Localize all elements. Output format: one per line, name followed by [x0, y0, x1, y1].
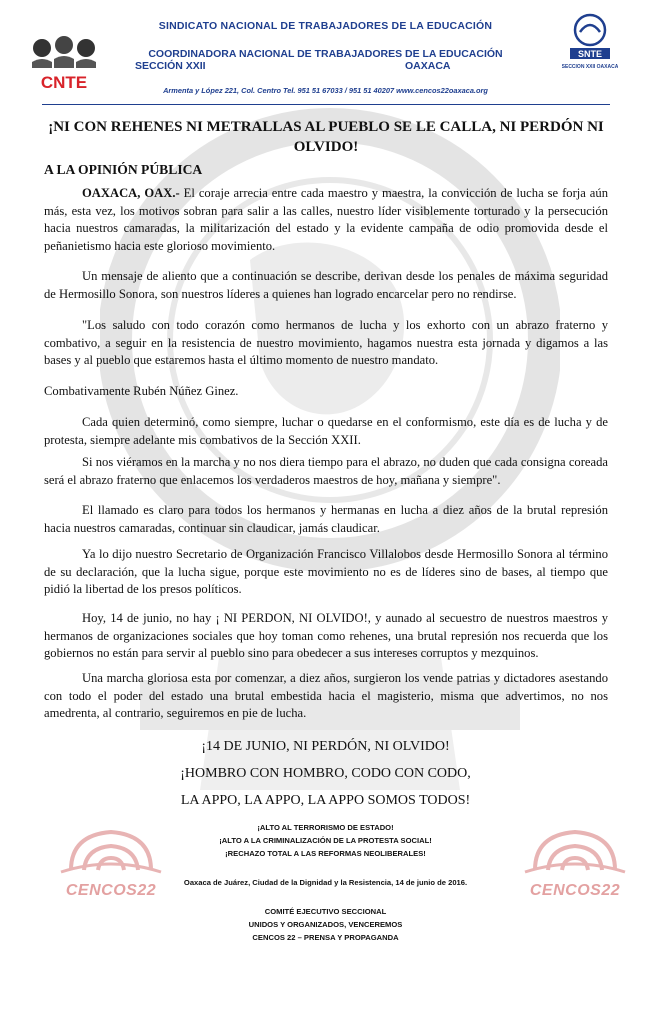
cencos-logo-text: CENCOS22 [529, 882, 621, 899]
snte-logo-subtext: SECCION XXII OAXACA [562, 64, 618, 70]
paragraph-1 [44, 185, 608, 255]
cnte-logo-text: CNTE [40, 73, 88, 92]
union-name: SINDICATO NACIONAL DE TRABAJADORES DE LA EDUCACIÓN [158, 20, 493, 32]
addressee: A LA OPINIÓN PÚBLICA [44, 162, 203, 177]
paragraph-8: Ya lo dijo nuestro Secretario de Organización Francisco Villalobos desde Hermosillo Sonora al término de su declaración, que la lucha sigue, porque este movimiento no es de líderes sino de bases, al tiempo que pidió la libertad de los presos políticos. [44, 547, 608, 596]
cencos-logo-right [520, 820, 630, 912]
paragraph-7: El llamado es claro para todos los hermanos y hermanas en lucha a diez años de la brutal represión hacia nuestros camaradas, continuar sin claudicar, jamás claudicar. [44, 503, 608, 535]
cencos-swirl-icon [520, 820, 630, 884]
cencos-logo-text: CENCOS22 [65, 882, 157, 899]
place-and-date: Oaxaca de Juárez, Ciudad de la Dignidad y la Resistencia, 14 de junio de 2016. [183, 878, 468, 887]
section-label: SECCIÓN XXII [135, 60, 206, 72]
demand-3: ¡RECHAZO TOTAL A LAS REFORMAS NEOLIBERALES! [225, 849, 426, 858]
cnte-logo-icon [28, 34, 100, 94]
demand-2: ¡ALTO A LA CRIMINALIZACIÓN DE LA PROTESTA SOCIAL! [219, 836, 432, 845]
header-divider [42, 104, 610, 105]
slogan-2: ¡HOMBRO CON HOMBRO, CODO CON CODO, [180, 766, 471, 781]
paragraph-2: Un mensaje de aliento que a continuación se describe, derivan desde los penales de máxima seguridad de Hermosillo Sonora, son nuestros líderes a quienes han logrado encarcelar pero no rendirse. [44, 269, 608, 301]
paragraph-6: Si nos viéramos en la marcha y no nos diera tiempo para el abrazo, no duden que cada consigna coreada será el abrazo fraterno que enlacemos los verdaderos maestros de hoy, mañana y siempre". [44, 455, 608, 487]
cencos-swirl-icon [56, 820, 166, 884]
paragraph-1-body: El coraje arrecia entre cada maestro y maestra, la convicción de lucha se forja aún más, esta vez, los motivos sobran para salir a las calles, nuestro líder visiblemente torturado y la persecución hacia nuestros camaradas, la militarización del estado y la evidente campaña de odio promovida desde el peñanietismo hacia este glorioso movimiento. [44, 186, 608, 253]
demand-1: ¡ALTO AL TERRORISMO DE ESTADO! [257, 823, 394, 832]
paragraph-1-lead: OAXACA, OAX.- [82, 186, 180, 200]
contact-line: Armenta y López 221, Col. Centro Tel. 951 51 67033 / 951 51 40207 www.cencos22oaxaca.org [163, 86, 488, 95]
paragraph-4: Combativamente Rubén Núñez Ginez. [44, 384, 239, 398]
signature-line-3: CENCOS 22 – PRENSA Y PROPAGANDA [252, 933, 399, 942]
letterhead [0, 0, 651, 112]
cencos-logo-left [56, 820, 166, 912]
signature-line-2: UNIDOS Y ORGANIZADOS, VENCEREMOS [248, 920, 403, 929]
slogan-3: LA APPO, LA APPO, LA APPO SOMOS TODOS! [180, 793, 471, 808]
slogan-1: ¡14 DE JUNIO, NI PERDÓN, NI OLVIDO! [201, 739, 450, 754]
snte-logo-icon [562, 12, 618, 74]
paragraph-3: "Los saludo con todo corazón como hermanos de lucha y los exhorto con un abrazo fraterno y combativo, a seguir en la resistencia de nuestro movimiento, hagamos nuestra esta jornada y digamos a las bases y al pueblo que estaremos hasta el último momento de nuestro mandato. [44, 318, 608, 367]
paragraph-5: Cada quien determinó, como siempre, luchar o quedarse en el conformismo, este día es de lucha y de protesta, siempre adelante mis combativos de la Sección XXII. [44, 415, 608, 447]
paragraph-9: Hoy, 14 de junio, no hay ¡ NI PERDON, NI OLVIDO!, y aunado al secuestro de nuestros maestros y hermanos de organizaciones sociales que hoy toman como rehenes, una brutal represión nos recuerda que los gobiernos no están para servir al pueblo sino para obedecer a sus intereses corruptos y mezquinos. [44, 611, 608, 660]
snte-logo-text: SNTE [577, 49, 603, 59]
document-title: ¡NI CON REHENES NI METRALLAS AL PUEBLO SE LE CALLA, NI PERDÓN NI OLVIDO! [48, 119, 604, 155]
signature-line-1: COMITÉ EJECUTIVO SECCIONAL [264, 907, 387, 916]
coordinator-name: COORDINADORA NACIONAL DE TRABAJADORES DE LA EDUCACIÓN [148, 48, 503, 60]
city-label: OAXACA [405, 60, 451, 72]
paragraph-10: Una marcha gloriosa esta por comenzar, a diez años, surgieron los vende patrias y dictadores asestando con todo el poder del estado una brutal embestida hacia el magisterio, misma que advertimos, no nos amedrenta, al contrario, seguiremos en pie de lucha. [44, 671, 608, 720]
